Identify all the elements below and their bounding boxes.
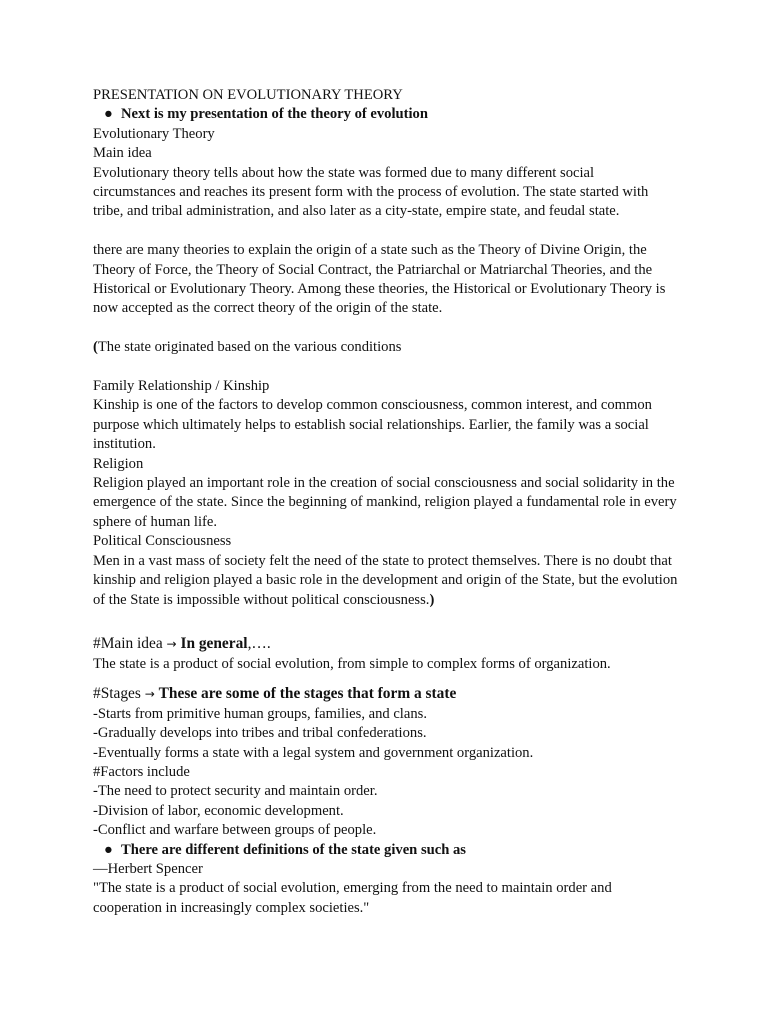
document-page [93,86,678,918]
factor-item: -Division of labor, economic development. [93,802,344,819]
paragraph-religion: Religion played an important role in the creation of social consciousness and social solidarity in the emergence of the state. Since the beginning of mankind, religion played a fundamental role in every sphere of human life. [93,475,677,530]
bullet-presentation [93,105,678,124]
heading-religion: Religion [93,455,144,472]
general-statement: The state is a product of social evolution, from simple to complex forms of organization. [93,656,611,673]
paragraph-theories: there are many theories to explain the origin of a state such as the Theory of Divine Origin, the Theory of Force, the Theory of Social Contract, the Patriarchal or Matriarchal Theories, and the Historical or Evolutionary Theory. Among these theories, the Historical or Evolutionary Theory is now accepted as the correct theory of the origin of the state. [93,242,666,317]
open-paren: ( [93,339,98,356]
close-paren: ) [429,591,435,608]
stages-tag: #Stages [93,684,141,702]
paragraph-main-idea: Evolutionary theory tells about how the state was formed due to many different social circumstances and reaches its present form with the process of evolution. The state started with tribe, and tribal administration, and also later as a city-state, empire state, and feudal state. [93,164,649,220]
heading-evolutionary-theory: Evolutionary Theory [93,125,215,142]
bullet-text: There are different definitions of the state given such as [121,841,466,858]
quote-text: "The state is a product of social evolution, emerging from the need to maintain order and cooperation in increasingly complex societies." [93,880,612,916]
factors-heading: #Factors include [93,763,190,780]
stage-item: -Gradually develops into tribes and tribal confederations. [93,725,427,742]
arrow-right-icon: → [166,637,177,652]
heading-main-idea: Main idea [93,145,152,162]
bullet-text: Next is my presentation of the theory of evolution [121,106,428,123]
in-general-label: In general [180,635,248,653]
in-general-trail: ,…. [247,635,271,653]
paragraph-political-consciousness [93,552,678,610]
conditions-intro-text: The state originated based on the various conditions [97,339,402,356]
conditions-intro [93,338,678,357]
factor-item: -The need to protect security and maintain order. [93,783,378,800]
paragraph-political-text: Men in a vast mass of society felt the need of the state to protect themselves. There is no doubt that kinship and religion played a basic role in the development and origin of the State, but the evolution of the State is impossible without political consciousness. [93,552,678,608]
quote-author: —Herbert Spencer [93,860,203,877]
document-title: PRESENTATION ON EVOLUTIONARY THEORY [93,87,403,103]
factor-item: -Conflict and warfare between groups of people. [93,822,377,839]
main-idea-heading [93,633,678,655]
arrow-right-icon: → [144,686,155,701]
bullet-dot-icon: ● [104,106,113,123]
stages-intro: These are some of the stages that form a state [158,684,457,702]
bullet-definitions [93,841,678,860]
stages-heading [93,683,678,705]
heading-political-consciousness: Political Consciousness [93,533,232,550]
stage-item: -Eventually forms a state with a legal system and government organization. [93,744,534,761]
stage-item: -Starts from primitive human groups, families, and clans. [93,705,427,722]
bullet-dot-icon: ● [104,841,113,858]
paragraph-kinship: Kinship is one of the factors to develop common consciousness, common interest, and common purpose which ultimately helps to establish social relationships. Earlier, the family was a social institution. [93,397,652,453]
main-idea-tag: #Main idea [93,635,163,653]
heading-kinship: Family Relationship / Kinship [93,378,270,395]
